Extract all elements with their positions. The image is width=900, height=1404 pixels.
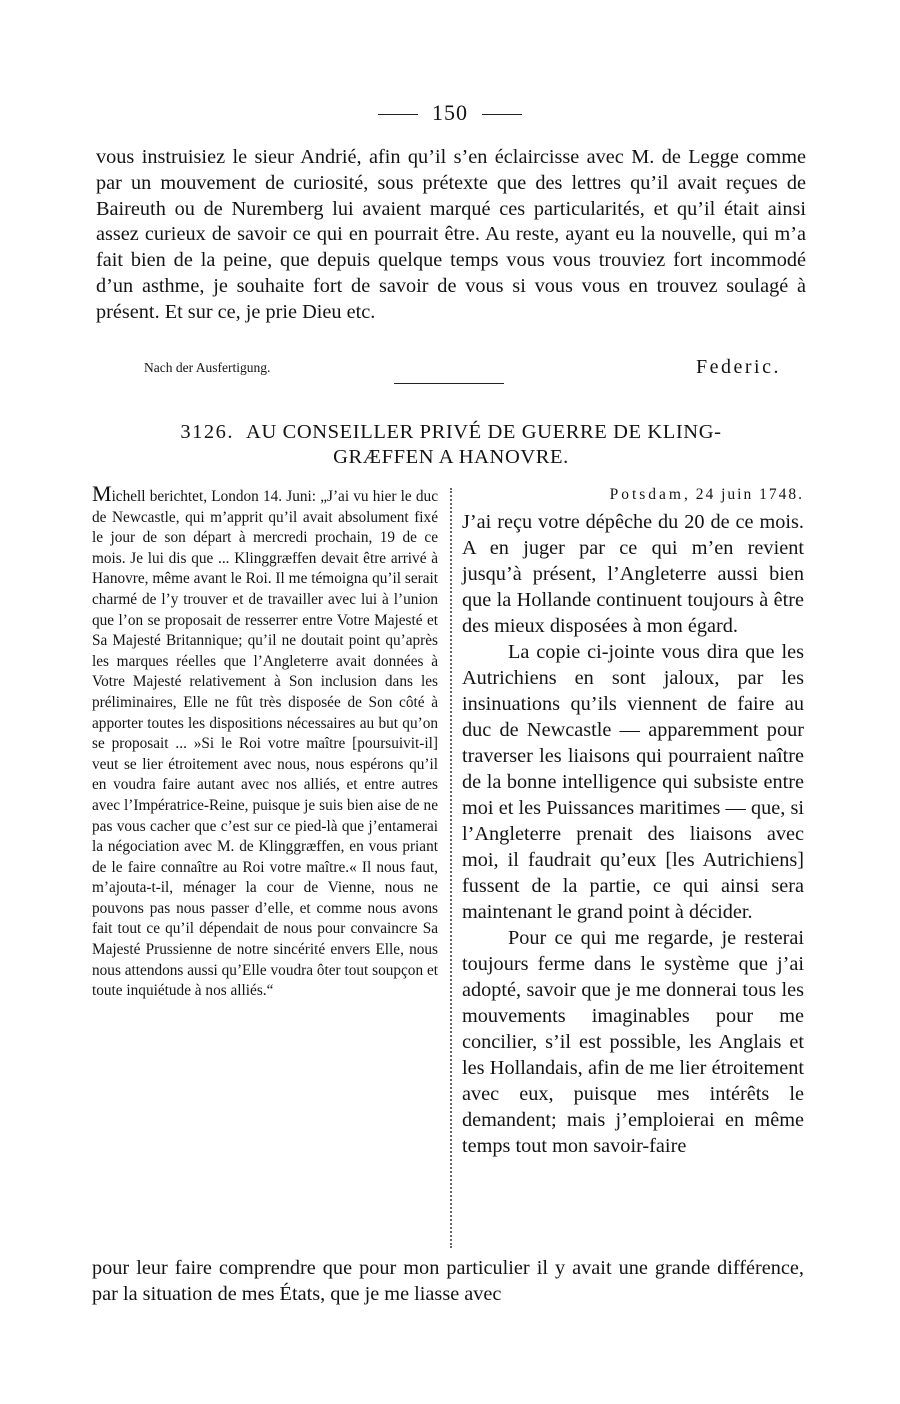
body-paragraph-1: J’ai reçu votre dépêche du 20 de ce mois. A en juger par ce qui m’en revient jusqu’à présent, l’Angleterre aussi bien que la Hollande continuent toujours à être des mieux disposées à mon égard.	[462, 511, 804, 637]
top-paragraph: vous instruisiez le sieur Andrié, afin qu’il s’en éclaircisse avec M. de Legge comme par un mouvement de curiosité, sous prétexte que des lettres qu’il avait reçues de Baireuth ou de Nuremberg lui avaient marqué ces particularités, et qu’il était ainsi assez curieux de savoir ce qui en pourrait être. Au reste, ayant eu la nouvelle, qui m’a fait bien de la peine, que depuis quelque temps vous vous trouviez fort incommodé d’un asthme, je souhaite fort de savoir de vous si vous vous en trouvez soulagé à présent. Et sur ce, je prie Dieu etc.	[96, 146, 806, 323]
dateline-date: , 24 juin 1748.	[684, 486, 804, 503]
section-rule	[394, 383, 504, 384]
page-number: 150	[432, 100, 468, 125]
letter-number: 3126.	[180, 421, 235, 443]
letter-body-column	[462, 484, 804, 1159]
marginal-note-text: ichell berichtet, London 14. Juni: „J’ai vu hier le duc de Newcastle, qui m’apprit qu’il avait absolument fixé le jour de son départ à mercredi prochain, 19 de ce mois. Je lui dis que ... Klinggræffen devait être arrivé à Hanovre, même avant le Roi. Il me témoigna qu’il serait charmé de l’y trouver et de travailler avec lui à l’union que l’on se proposait de resserrer entre Votre Majesté et Sa Majesté Britannique; qu’il ne doutait point qu’après les marques réelles que l’Angleterre avait données à Votre Majesté relativement à Son inclusion dans les préliminaires, Elle ne fût très disposée de Son côté à apporter toutes les dispositions nécessaires au but qu’on se proposait ... »Si le Roi votre maître [poursuivit-il] veut se lier étroitement avec nous, nous espérons qu’il en voudra faire autant avec nos alliés, et entre autres avec l’Impératrice-Reine, puisque je suis bien aise de ne pas vous cacher que c’est sur ce pied-là que j’entamerai la négociation avec M. de Klinggræffen, en vous priant de le faire connaître au Roi votre maître.« Il nous faut, m’ajouta-t-il, ménager la cour de Vienne, nous ne pouvons pas nous passer d’elle, et comme nous avons fait tout ce qu’il dépendait de nous pour convaincre Sa Majesté Prussienne de notre sincérité envers Elle, nous nous attendons aussi qu’Elle voudra ôter tout soupçon et toute inquiétude à nos alliés.“	[92, 488, 438, 1000]
letter-heading-line-1	[96, 420, 806, 445]
column-divider	[450, 488, 452, 1248]
signature: Federic.	[696, 356, 781, 378]
continued-letter-text	[96, 145, 806, 326]
dateline-place: Potsdam	[609, 486, 684, 503]
marginal-note-dropcap: M	[92, 481, 112, 506]
letter-title-line-2: GRÆFFEN A HANOVRE.	[333, 446, 569, 468]
full-width-continuation	[92, 1255, 804, 1307]
source-note: Nach der Ausfertigung.	[144, 360, 271, 375]
header-dash-left	[378, 114, 418, 115]
page-header	[0, 100, 900, 126]
body-paragraph-3: Pour ce qui me regarde, je resterai toujours ferme dans le système que j’ai adopté, savoir que je me donnerai tous les mouvements imaginables pour me concilier, s’il est possible, les Anglais et les Hollandais, afin de me lier étroitement avec eux, puisque mes intérêts le demandent; mais j’emploierai en même temps tout mon savoir-faire	[462, 927, 804, 1157]
signature-row	[96, 356, 806, 382]
marginal-note	[92, 481, 438, 1002]
letter-title-line-1: AU CONSEILLER PRIVÉ DE GUERRE DE KLING-	[246, 421, 722, 443]
body-paragraph-2: La copie ci-jointe vous dira que les Autrichiens en sont jaloux, par les insinuations qu’ils viennent de faire au duc de Newcastle — apparemment pour traverser les liaisons qui pourraient naître de la bonne intelligence qui subsiste entre moi et les Puissances maritimes — que, si l’Angleterre prenait des liaisons avec moi, il faudrait qu’eux [les Autrichiens] fussent de la partie, ce qui ainsi sera maintenant le grand point à décider.	[462, 641, 804, 923]
header-dash-right	[482, 114, 522, 115]
marginal-note-column	[92, 481, 438, 1002]
bottom-paragraph: pour leur faire comprendre que pour mon particulier il y avait une grande différence, par la situation de mes États, que je me liasse avec	[92, 1257, 804, 1305]
dateline	[462, 484, 804, 506]
letter-heading	[96, 420, 806, 470]
